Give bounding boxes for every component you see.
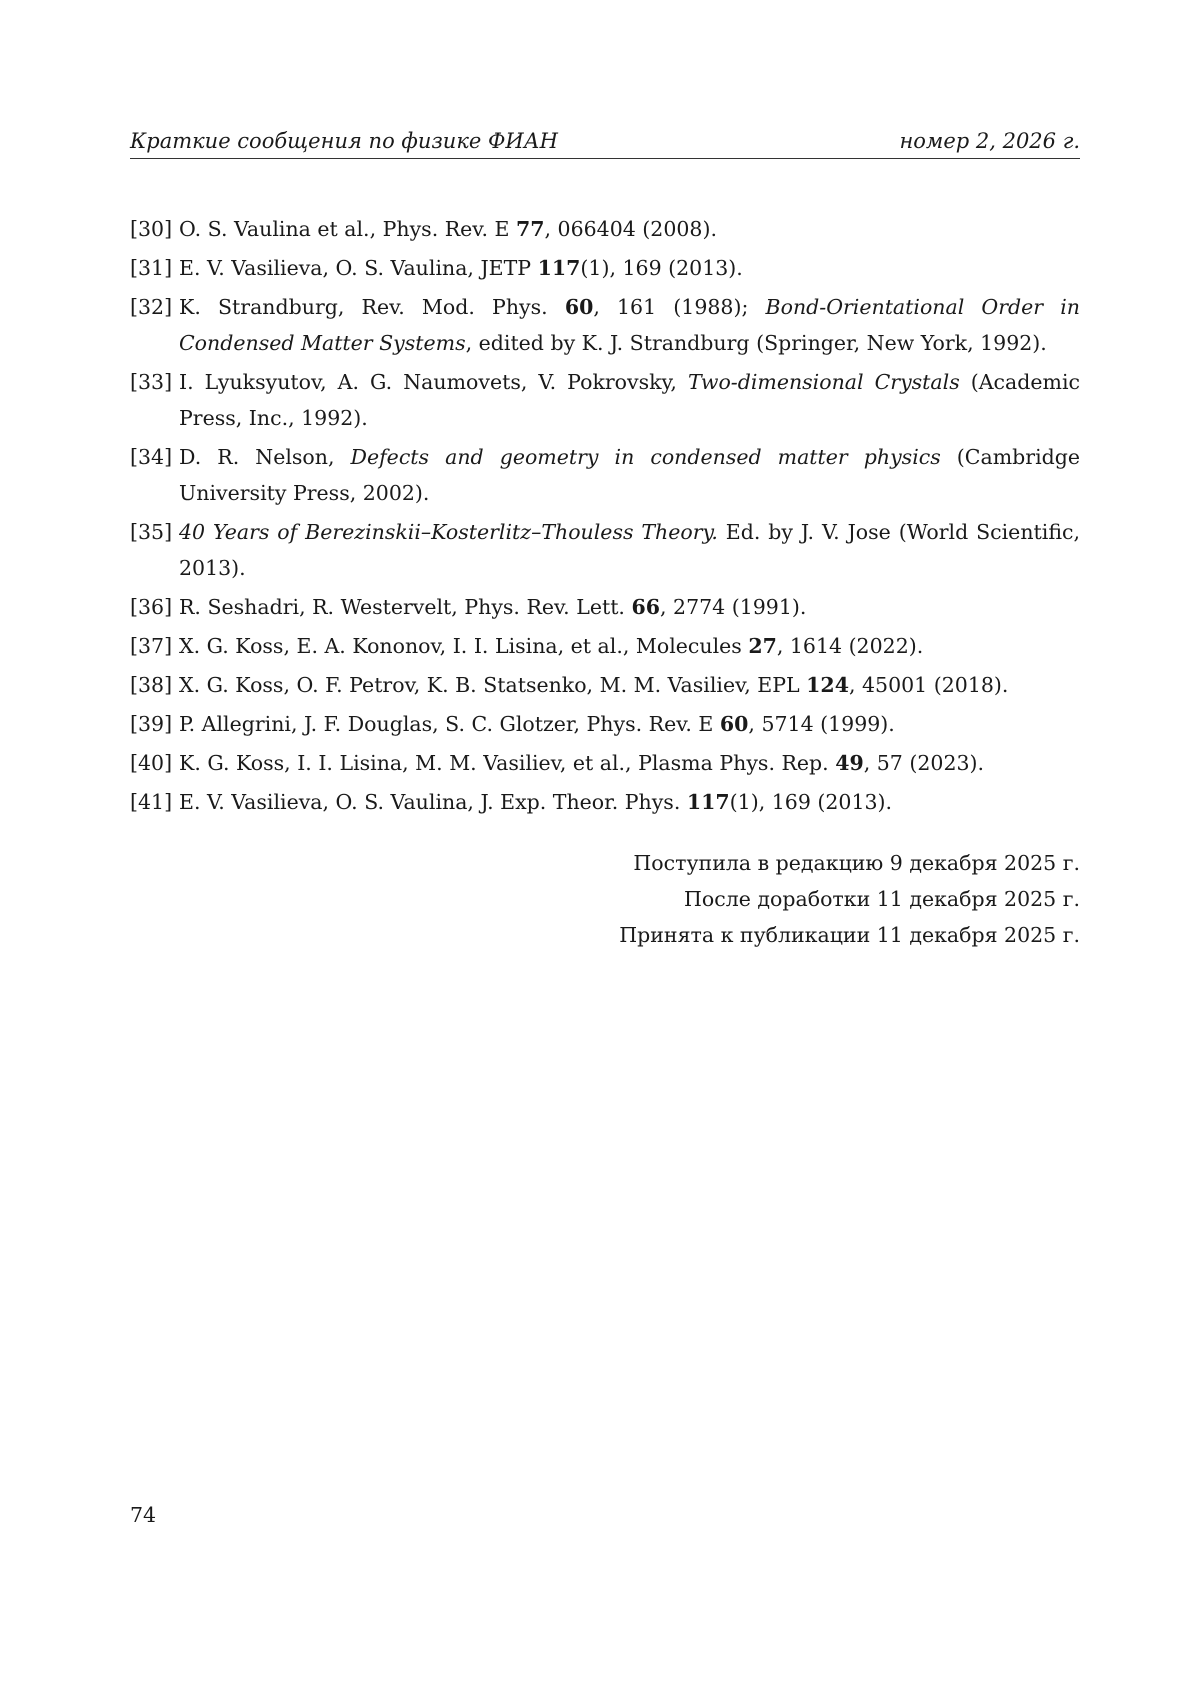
reference-number: [37] [130, 634, 173, 658]
reference-segment: , 5714 (1999). [748, 712, 895, 736]
reference-volume: 66 [631, 595, 660, 619]
journal-title: Краткие сообщения по физике ФИАН [130, 129, 558, 153]
reference-item [130, 706, 1080, 742]
reference-segment: P. Allegrini, J. F. Douglas, S. C. Glotzer, Phys. Rev. E [179, 712, 720, 736]
reference-segment: E. V. Vasilieva, O. S. Vaulina, JETP [179, 256, 538, 280]
reference-segment: K. Strandburg, Rev. Mod. Phys. [179, 295, 565, 319]
reference-number: [34] [130, 445, 173, 469]
reference-text [179, 364, 1080, 436]
running-header [130, 128, 1080, 159]
reference-text [179, 289, 1080, 361]
reference-text [179, 628, 1080, 664]
reference-title: Defects and geometry in condensed matter physics [350, 445, 941, 469]
reference-item [130, 439, 1080, 511]
reference-segment: Ed. by J. V. Jose (World Scientific, 2013). [179, 520, 1080, 580]
reference-number: [36] [130, 595, 173, 619]
reference-segment: , edited by K. J. Strandburg (Springer, New York, 1992). [465, 331, 1047, 355]
publication-history [619, 845, 1080, 953]
reference-volume: 49 [835, 751, 864, 775]
reference-item [130, 667, 1080, 703]
reference-volume: 27 [748, 634, 777, 658]
reference-number: [30] [130, 217, 173, 241]
reference-item [130, 211, 1080, 247]
reference-volume: 60 [564, 295, 594, 319]
reference-text [179, 211, 1080, 247]
reference-item [130, 745, 1080, 781]
reference-item [130, 364, 1080, 436]
page-number: 74 [130, 1503, 157, 1527]
reference-segment: E. V. Vasilieva, O. S. Vaulina, J. Exp. Theor. Phys. [179, 790, 687, 814]
reference-segment: (Cambridge University Press, 2002). [179, 445, 1080, 505]
reference-number: [33] [130, 370, 173, 394]
accepted-date: Принята к публикации 11 декабря 2025 г. [619, 923, 1080, 947]
reference-number: [41] [130, 790, 173, 814]
reference-item [130, 628, 1080, 664]
reference-segment: D. R. Nelson, [179, 445, 351, 469]
reference-text [179, 784, 1080, 820]
reference-text [179, 667, 1080, 703]
reference-item [130, 289, 1080, 361]
issue-info: номер 2, 2026 г. [899, 129, 1080, 153]
reference-segment: I. Lyuksyutov, A. G. Naumovets, V. Pokrovsky, [179, 370, 688, 394]
reference-text [179, 439, 1080, 511]
reference-text [179, 745, 1080, 781]
reference-volume: 124 [806, 673, 849, 697]
reference-segment: R. Seshadri, R. Westervelt, Phys. Rev. Lett. [179, 595, 632, 619]
reference-segment: O. S. Vaulina et al., Phys. Rev. E [179, 217, 516, 241]
reference-volume: 117 [686, 790, 730, 814]
reference-segment: , 066404 (2008). [544, 217, 717, 241]
reference-volume: 117 [537, 256, 581, 280]
reference-segment: X. G. Koss, E. A. Kononov, I. I. Lisina, et al., Molecules [179, 634, 749, 658]
revised-date: После доработки 11 декабря 2025 г. [684, 887, 1080, 911]
reference-item [130, 784, 1080, 820]
reference-text [179, 514, 1080, 586]
reference-text [179, 589, 1080, 625]
reference-number: [32] [130, 295, 173, 319]
reference-segment: , 1614 (2022). [776, 634, 924, 658]
reference-volume: 77 [515, 217, 545, 241]
reference-title: 40 Years of Berezinskii–Kosterlitz–Thouless Theory. [179, 520, 718, 544]
reference-segment: (1), 169 (2013). [580, 256, 743, 280]
reference-item [130, 514, 1080, 586]
reference-list [130, 211, 1080, 823]
reference-segment: K. G. Koss, I. I. Lisina, M. M. Vasiliev, et al., Plasma Phys. Rep. [179, 751, 836, 775]
reference-number: [39] [130, 712, 173, 736]
reference-volume: 60 [719, 712, 749, 736]
reference-item [130, 250, 1080, 286]
reference-title: Two-dimensional Crystals [687, 370, 960, 394]
reference-number: [31] [130, 256, 173, 280]
reference-segment: X. G. Koss, O. F. Petrov, K. B. Statsenko, M. M. Vasiliev, EPL [179, 673, 807, 697]
reference-title: Bond-Orientational Order in Condensed Matter Systems [179, 295, 1080, 355]
reference-segment: , 45001 (2018). [848, 673, 1009, 697]
reference-segment: , 161 (1988); [593, 295, 766, 319]
reference-number: [40] [130, 751, 173, 775]
reference-segment: , 57 (2023). [863, 751, 985, 775]
reference-item [130, 589, 1080, 625]
reference-segment: (1), 169 (2013). [729, 790, 893, 814]
reference-segment: , 2774 (1991). [660, 595, 807, 619]
reference-text [179, 706, 1080, 742]
reference-text [179, 250, 1080, 286]
received-date: Поступила в редакцию 9 декабря 2025 г. [633, 851, 1080, 875]
reference-number: [35] [130, 520, 173, 544]
reference-segment: (Academic Press, Inc., 1992). [179, 370, 1080, 430]
reference-number: [38] [130, 673, 173, 697]
